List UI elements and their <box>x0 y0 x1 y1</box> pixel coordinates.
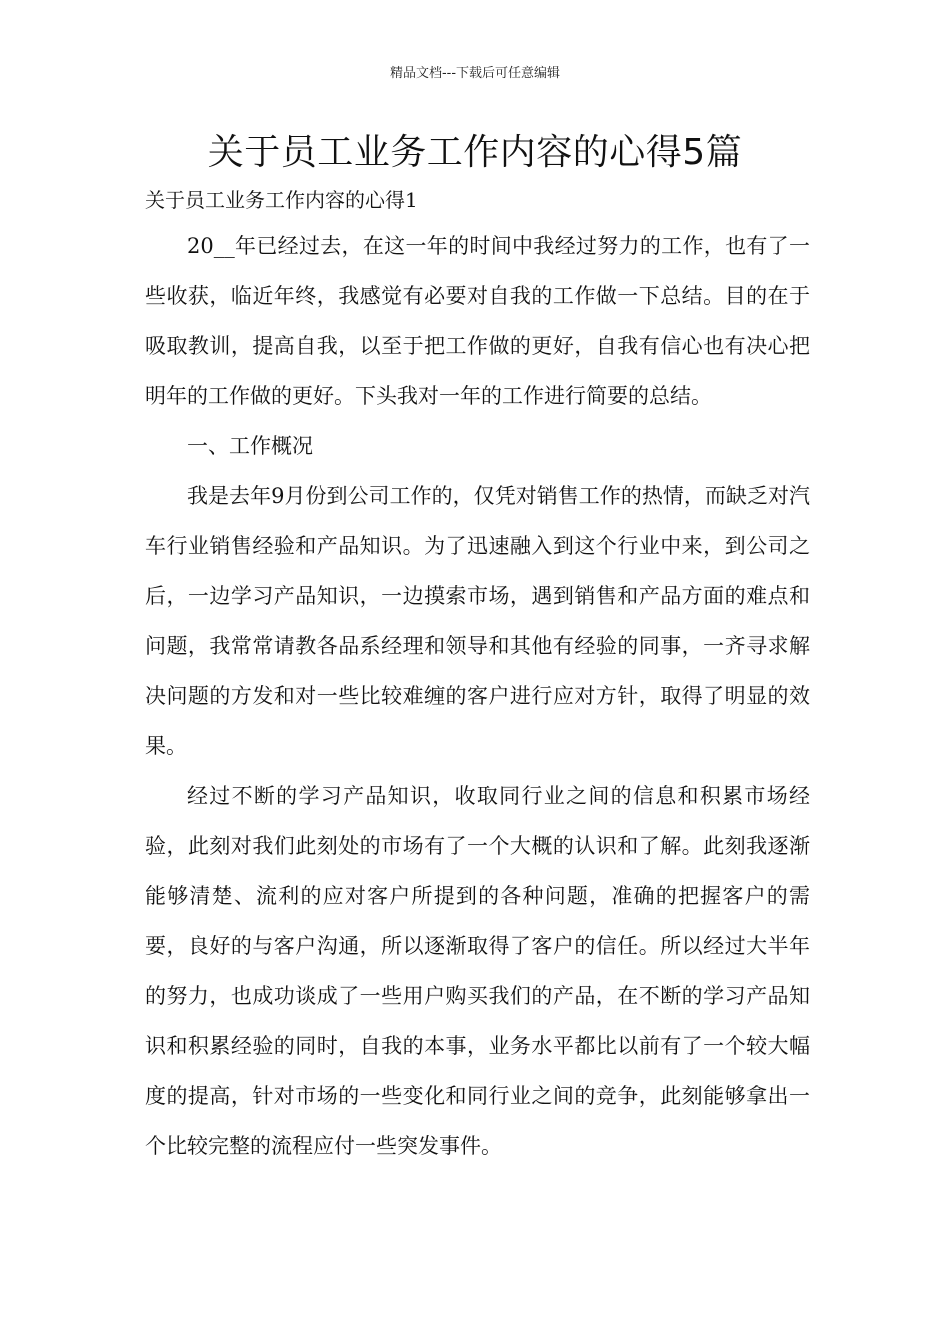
paragraph-intro: 20__年已经过去，在这一年的时间中我经过努力的工作，也有了一些收获，临近年终，我感觉有必要对自我的工作做一下总结。目的在于吸取教训，提高自我，以至于把工作做的更好，自我有信心也有决心把明年的工作做的更好。下头我对一年的工作进行简要的总结。 <box>145 234 810 408</box>
paragraph-work-overview: 我是去年9月份到公司工作的，仅凭对销售工作的热情，而缺乏对汽车行业销售经验和产品知识。为了迅速融入到这个行业中来，到公司之后，一边学习产品知识，一边摸索市场，遇到销售和产品方面的难点和问题，我常常请教各品系经理和领导和其他有经验的同事，一齐寻求解决问题的方发和对一些比较难缠的客户进行应对方针，取得了明显的效果。 <box>145 484 810 758</box>
paragraph-learning-progress: 经过不断的学习产品知识，收取同行业之间的信息和积累市场经验，此刻对我们此刻处的市场有了一个大概的认识和了解。此刻我逐渐能够清楚、流利的应对客户所提到的各种问题，准确的把握客户的需要，良好的与客户沟通，所以逐渐取得了客户的信任。所以经过大半年的努力，也成功谈成了一些用户购买我们的产品，在不断的学习产品知识和积累经验的同时，自我的本事，业务水平都比以前有了一个较大幅度的提高，针对市场的一些变化和同行业之间的竞争，此刻能够拿出一个比较完整的流程应付一些突发事件。 <box>145 784 810 1158</box>
document-title: 关于员工业务工作内容的心得5篇 <box>207 132 743 173</box>
section-subheading: 关于员工业务工作内容的心得1 <box>145 188 418 212</box>
document-body <box>145 185 810 1171</box>
section-heading-work-overview: 一、工作概况 <box>187 434 313 458</box>
page-header: 精品文档---下载后可任意编辑 <box>389 66 561 81</box>
